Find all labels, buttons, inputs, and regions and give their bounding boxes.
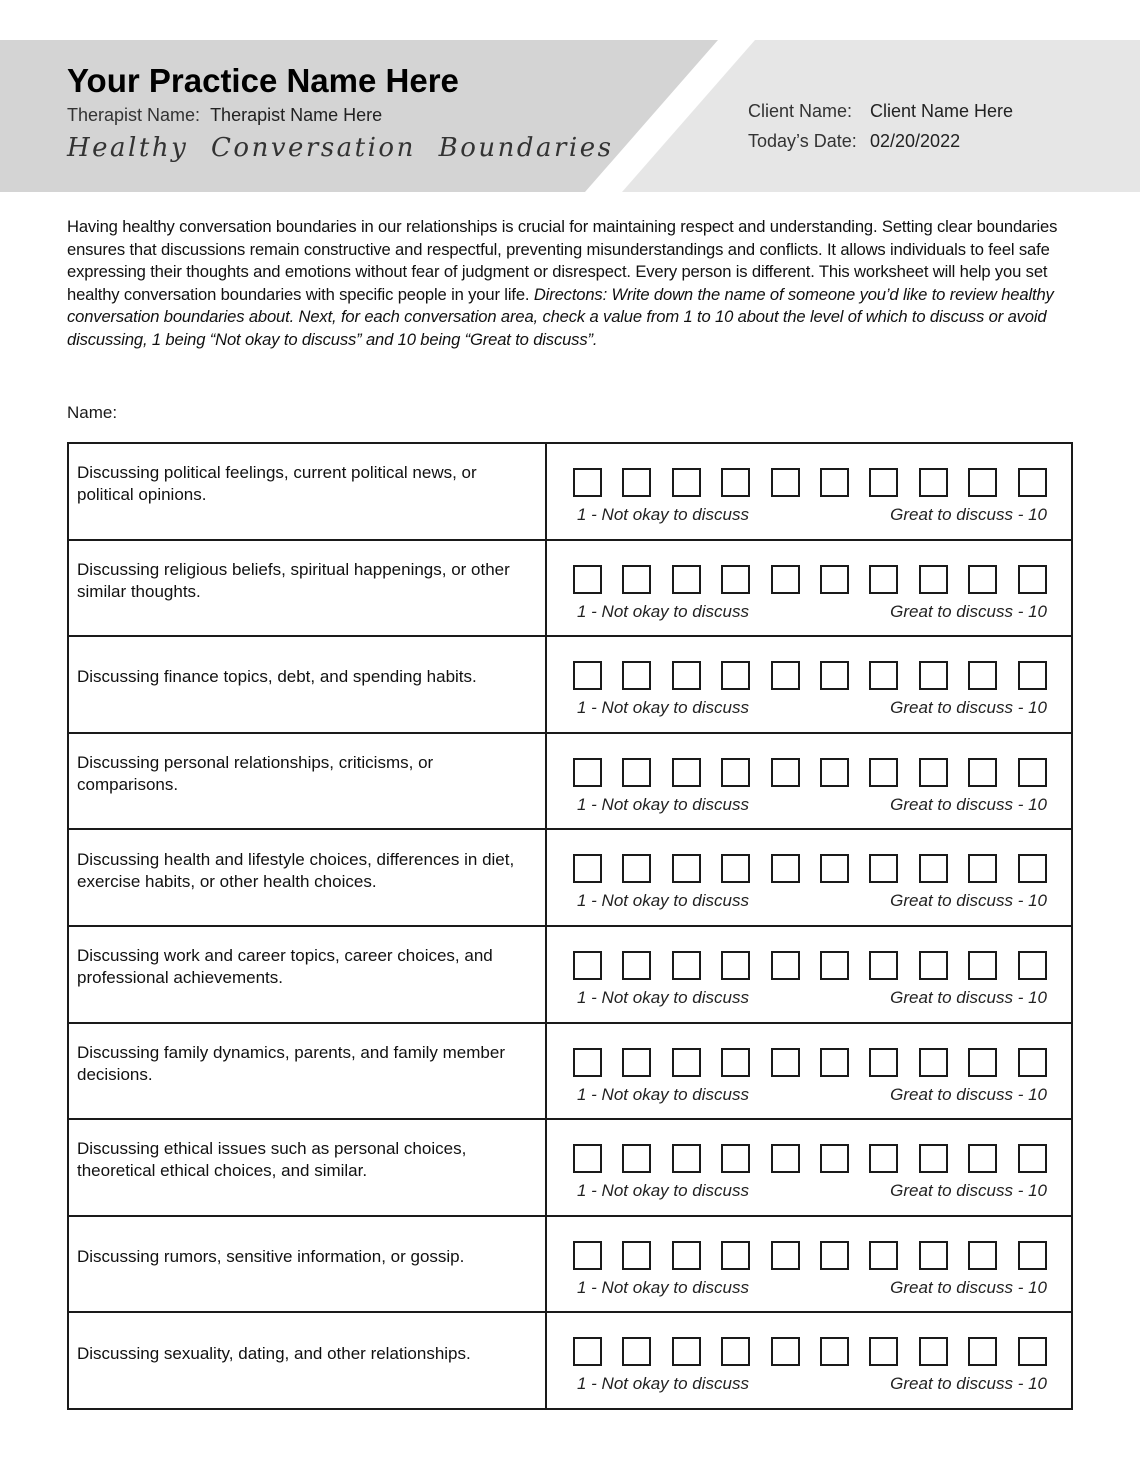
topic-label: Discussing sexuality, dating, and other relationships. <box>69 1313 547 1408</box>
rating-checkbox[interactable] <box>919 1048 948 1077</box>
rating-checkboxes <box>573 1144 1047 1173</box>
rating-checkbox[interactable] <box>721 951 750 980</box>
client-name-row <box>748 96 1013 126</box>
therapist-label: Therapist Name: <box>67 105 201 125</box>
client-label: Client Name: <box>748 100 853 121</box>
rating-checkbox[interactable] <box>869 854 898 883</box>
rating-checkboxes <box>573 1048 1047 1077</box>
topic-label: Discussing political feelings, current political news, or political opinions. <box>69 444 547 539</box>
scale-low-label: 1 - Not okay to discuss <box>577 1084 749 1104</box>
date-label: Today’s Date: <box>748 130 857 151</box>
directions-text: Directons: Write down the name of someone you’d like to review healthy conversation boundaries about. Next, for each conversation area, check a value from 1 to 10 about the level of which to discuss or avoid discussing, 1 being “Not okay to discuss” and 10 being “Great to discuss”. <box>67 284 1054 349</box>
therapist-name: Therapist Name Here <box>210 105 383 125</box>
rating-checkbox[interactable] <box>1018 661 1047 690</box>
rating-checkbox[interactable] <box>1018 1241 1047 1270</box>
rating-checkbox[interactable] <box>573 1144 602 1173</box>
intro-paragraph <box>67 216 1077 352</box>
rating-checkbox[interactable] <box>1018 951 1047 980</box>
rating-checkbox[interactable] <box>771 854 800 883</box>
rating-checkbox[interactable] <box>771 1241 800 1270</box>
rating-checkbox[interactable] <box>919 854 948 883</box>
rating-checkbox[interactable] <box>721 1241 750 1270</box>
rating-checkbox[interactable] <box>1018 1144 1047 1173</box>
rating-checkbox[interactable] <box>622 1048 651 1077</box>
rating-checkbox[interactable] <box>672 951 701 980</box>
rating-checkbox[interactable] <box>820 1048 849 1077</box>
rating-checkbox[interactable] <box>869 468 898 497</box>
rating-checkbox[interactable] <box>573 468 602 497</box>
scale-high-label: Great to discuss - 10 <box>890 891 1047 911</box>
rating-checkbox[interactable] <box>771 1048 800 1077</box>
rating-checkbox[interactable] <box>1018 468 1047 497</box>
rating-checkbox[interactable] <box>622 854 651 883</box>
rating-checkbox[interactable] <box>721 854 750 883</box>
rating-checkbox[interactable] <box>968 951 997 980</box>
scale-high-label: Great to discuss - 10 <box>890 1374 1047 1394</box>
rating-checkboxes <box>573 468 1047 497</box>
topic-label: Discussing health and lifestyle choices, differences in diet, exercise habits, or other health choices. <box>69 830 547 925</box>
rating-checkbox[interactable] <box>721 468 750 497</box>
rating-checkbox[interactable] <box>919 758 948 787</box>
rating-checkbox[interactable] <box>573 1337 602 1366</box>
topic-row <box>69 637 1071 734</box>
rating-checkbox[interactable] <box>573 951 602 980</box>
topic-label: Discussing personal relationships, criticisms, or comparisons. <box>69 734 547 829</box>
rating-checkbox[interactable] <box>1018 1048 1047 1077</box>
rating-checkbox[interactable] <box>672 565 701 594</box>
topic-row <box>69 1217 1071 1314</box>
rating-checkbox[interactable] <box>968 1337 997 1366</box>
topic-row <box>69 830 1071 927</box>
topic-row <box>69 927 1071 1024</box>
rating-checkbox[interactable] <box>820 758 849 787</box>
rating-checkbox[interactable] <box>573 758 602 787</box>
rating-checkbox[interactable] <box>672 661 701 690</box>
rating-checkbox[interactable] <box>622 468 651 497</box>
rating-checkbox[interactable] <box>721 565 750 594</box>
rating-checkbox[interactable] <box>622 951 651 980</box>
scale-low-label: 1 - Not okay to discuss <box>577 891 749 911</box>
topic-row <box>69 1120 1071 1217</box>
rating-checkbox[interactable] <box>721 661 750 690</box>
rating-scale <box>547 637 1071 732</box>
rating-checkboxes <box>573 758 1047 787</box>
rating-checkbox[interactable] <box>820 1337 849 1366</box>
scale-low-label: 1 - Not okay to discuss <box>577 505 749 524</box>
scale-high-label: Great to discuss - 10 <box>890 794 1047 814</box>
rating-checkbox[interactable] <box>672 854 701 883</box>
rating-scale <box>547 927 1071 1022</box>
rating-checkbox[interactable] <box>1018 758 1047 787</box>
topic-row <box>69 734 1071 831</box>
rating-checkbox[interactable] <box>919 1144 948 1173</box>
rating-checkbox[interactable] <box>968 565 997 594</box>
rating-checkbox[interactable] <box>820 1241 849 1270</box>
rating-scale <box>547 830 1071 925</box>
worksheet-title: Healthy Conversation Boundaries <box>67 133 614 163</box>
rating-checkbox[interactable] <box>1018 565 1047 594</box>
rating-checkboxes <box>573 854 1047 883</box>
date-value: 02/20/2022 <box>870 130 961 151</box>
rating-scale <box>547 1024 1071 1119</box>
rating-checkboxes <box>573 951 1047 980</box>
scale-low-label: 1 - Not okay to discuss <box>577 1374 749 1394</box>
rating-checkbox[interactable] <box>1018 854 1047 883</box>
topic-label: Discussing work and career topics, career choices, and professional achievements. <box>69 927 547 1022</box>
rating-checkbox[interactable] <box>771 1337 800 1366</box>
scale-high-label: Great to discuss - 10 <box>890 601 1047 621</box>
rating-checkbox[interactable] <box>721 1048 750 1077</box>
rating-scale <box>547 1217 1071 1312</box>
rating-checkbox[interactable] <box>919 661 948 690</box>
rating-checkbox[interactable] <box>820 1144 849 1173</box>
rating-checkboxes <box>573 565 1047 594</box>
rating-checkbox[interactable] <box>573 661 602 690</box>
scale-high-label: Great to discuss - 10 <box>890 505 1047 524</box>
rating-checkbox[interactable] <box>820 661 849 690</box>
rating-scale <box>547 734 1071 829</box>
rating-checkbox[interactable] <box>622 565 651 594</box>
rating-checkbox[interactable] <box>672 1241 701 1270</box>
rating-checkbox[interactable] <box>622 1144 651 1173</box>
topic-row <box>69 541 1071 638</box>
topic-label: Discussing ethical issues such as personal choices, theoretical ethical choices, and similar. <box>69 1120 547 1215</box>
scale-low-label: 1 - Not okay to discuss <box>577 1181 749 1201</box>
rating-checkbox[interactable] <box>672 758 701 787</box>
rating-checkbox[interactable] <box>1018 1337 1047 1366</box>
practice-name: Your Practice Name Here <box>67 62 459 99</box>
rating-checkbox[interactable] <box>968 661 997 690</box>
scale-high-label: Great to discuss - 10 <box>890 1277 1047 1297</box>
rating-checkbox[interactable] <box>968 1048 997 1077</box>
client-name: Client Name Here <box>870 100 1014 121</box>
rating-checkbox[interactable] <box>622 661 651 690</box>
scale-high-label: Great to discuss - 10 <box>890 1181 1047 1201</box>
scale-high-label: Great to discuss - 10 <box>890 1084 1047 1104</box>
scale-low-label: 1 - Not okay to discuss <box>577 601 749 621</box>
rating-checkbox[interactable] <box>721 1144 750 1173</box>
rating-scale <box>547 1120 1071 1215</box>
rating-checkbox[interactable] <box>820 854 849 883</box>
rating-checkbox[interactable] <box>771 951 800 980</box>
rating-checkbox[interactable] <box>672 1337 701 1366</box>
rating-checkbox[interactable] <box>573 1241 602 1270</box>
intro-text: Having healthy conversation boundaries in our relationships is crucial for maintaining respect and understanding. Setting clear boundaries ensures that discussions remain constructive and respectful, preventing misunderstandings and conflicts. It allows individuals to feel safe expressing their thoughts and emotions without fear of judgment or disrespect. Every person is different. This worksheet will help you set healthy conversation boundaries with specific people in your life. <box>67 217 1058 304</box>
scale-low-label: 1 - Not okay to discuss <box>577 698 749 718</box>
rating-checkboxes <box>573 661 1047 690</box>
client-info <box>748 96 1013 156</box>
rating-checkbox[interactable] <box>968 468 997 497</box>
rating-checkbox[interactable] <box>622 1241 651 1270</box>
rating-checkbox[interactable] <box>968 854 997 883</box>
rating-checkbox[interactable] <box>573 565 602 594</box>
topic-row <box>69 1024 1071 1121</box>
rating-checkbox[interactable] <box>919 1337 948 1366</box>
rating-scale <box>547 1313 1071 1408</box>
topic-row <box>69 1313 1071 1408</box>
scale-low-label: 1 - Not okay to discuss <box>577 794 749 814</box>
therapist-row <box>67 105 382 126</box>
rating-checkbox[interactable] <box>771 565 800 594</box>
topic-row <box>69 444 1071 541</box>
topic-label: Discussing finance topics, debt, and spending habits. <box>69 637 547 732</box>
rating-checkbox[interactable] <box>869 565 898 594</box>
rating-checkbox[interactable] <box>869 1048 898 1077</box>
rating-checkbox[interactable] <box>869 1337 898 1366</box>
rating-checkbox[interactable] <box>573 1048 602 1077</box>
rating-scale <box>547 444 1071 539</box>
rating-checkbox[interactable] <box>968 1144 997 1173</box>
rating-checkbox[interactable] <box>869 758 898 787</box>
rating-checkbox[interactable] <box>573 854 602 883</box>
rating-checkbox[interactable] <box>771 468 800 497</box>
scale-low-label: 1 - Not okay to discuss <box>577 987 749 1007</box>
rating-checkboxes <box>573 1337 1047 1366</box>
rating-checkbox[interactable] <box>869 1144 898 1173</box>
rating-checkbox[interactable] <box>622 758 651 787</box>
rating-checkbox[interactable] <box>968 758 997 787</box>
rating-checkbox[interactable] <box>622 1337 651 1366</box>
rating-checkbox[interactable] <box>869 1241 898 1270</box>
rating-checkbox[interactable] <box>721 758 750 787</box>
rating-checkbox[interactable] <box>869 951 898 980</box>
rating-checkbox[interactable] <box>820 565 849 594</box>
topic-label: Discussing rumors, sensitive information, or gossip. <box>69 1217 547 1312</box>
topic-label: Discussing religious beliefs, spiritual happenings, or other similar thoughts. <box>69 541 547 636</box>
rating-checkbox[interactable] <box>869 661 898 690</box>
boundaries-table <box>67 442 1073 1410</box>
name-label: Name: <box>67 403 118 422</box>
rating-checkbox[interactable] <box>919 468 948 497</box>
rating-checkboxes <box>573 1241 1047 1270</box>
rating-checkbox[interactable] <box>968 1241 997 1270</box>
rating-scale <box>547 541 1071 636</box>
rating-checkbox[interactable] <box>672 1144 701 1173</box>
scale-low-label: 1 - Not okay to discuss <box>577 1277 749 1297</box>
topic-label: Discussing family dynamics, parents, and family member decisions. <box>69 1024 547 1119</box>
rating-checkbox[interactable] <box>919 951 948 980</box>
rating-checkbox[interactable] <box>771 758 800 787</box>
rating-checkbox[interactable] <box>771 1144 800 1173</box>
rating-checkbox[interactable] <box>721 1337 750 1366</box>
rating-checkbox[interactable] <box>820 468 849 497</box>
scale-high-label: Great to discuss - 10 <box>890 987 1047 1007</box>
rating-checkbox[interactable] <box>672 1048 701 1077</box>
rating-checkbox[interactable] <box>919 1241 948 1270</box>
rating-checkbox[interactable] <box>919 565 948 594</box>
rating-checkbox[interactable] <box>672 468 701 497</box>
scale-high-label: Great to discuss - 10 <box>890 698 1047 718</box>
rating-checkbox[interactable] <box>820 951 849 980</box>
rating-checkbox[interactable] <box>771 661 800 690</box>
date-row <box>748 126 1013 156</box>
